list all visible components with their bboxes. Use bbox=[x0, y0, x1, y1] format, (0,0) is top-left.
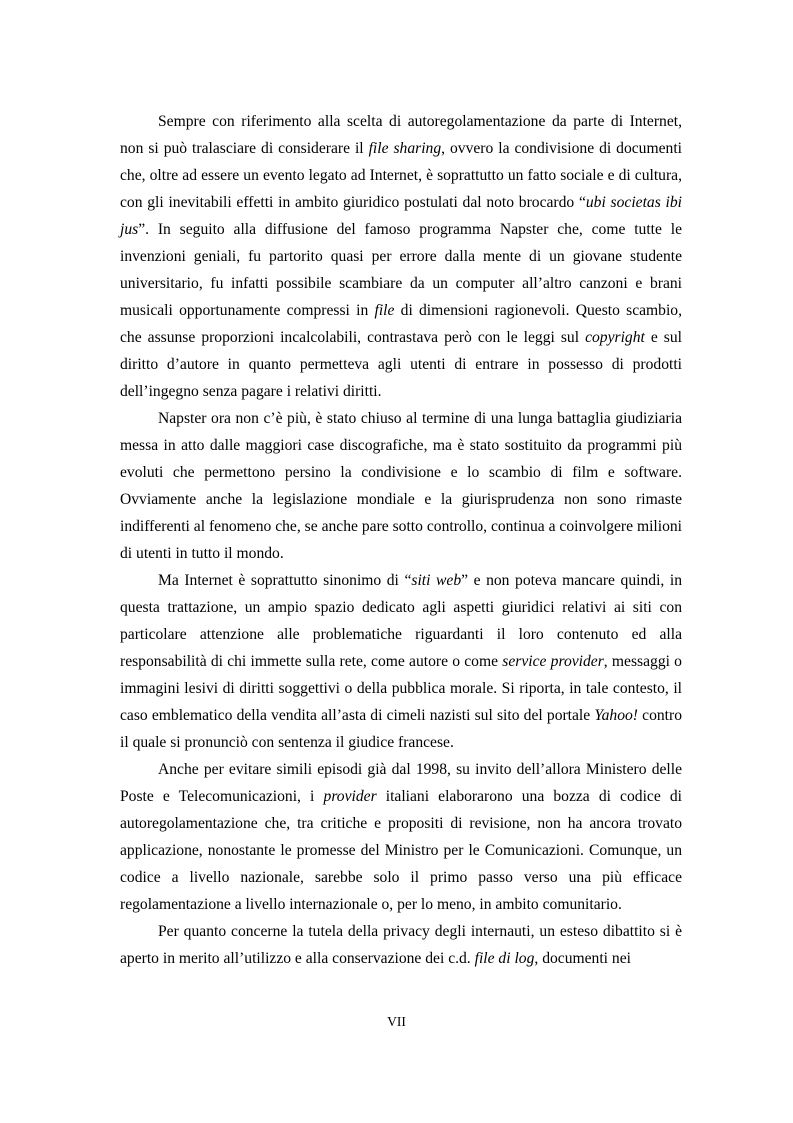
text-run: Napster ora non c’è più, è stato chiuso al termine di una lunga battaglia giudiziaria messa in atto dalle maggiori case discografiche, ma è stato sostituito da programmi più evoluti che permettono persino la condivisione e lo scambio di film e software. Ovviamente anche la legislazione mondiale e la giurisprudenza non sono rimaste indifferenti al fenomeno che, se anche pare sotto controllo, continua a coinvolgere milioni di utenti in tutto il mondo. bbox=[120, 410, 682, 562]
italic-term: service provider bbox=[502, 653, 604, 670]
italic-term: provider bbox=[323, 788, 377, 805]
italic-term: copyright bbox=[585, 329, 645, 346]
italic-term: file sharing bbox=[368, 140, 442, 157]
page-number: VII bbox=[387, 1014, 406, 1029]
paragraph-file-sharing bbox=[120, 108, 682, 405]
text-run: contro il quale si pronunciò con sentenza il giudice francese. bbox=[120, 707, 682, 751]
text-run: , documenti nei bbox=[534, 950, 631, 967]
text-run: , messaggi o immagini lesivi di diritti soggettivi o della pubblica morale. Si riporta, in tale contesto, il caso emblematico della vendita all’asta di cimeli nazisti sul sito del portale bbox=[120, 653, 682, 724]
text-run: e sul diritto d’autore in quanto permetteva agli utenti di entrare in possesso di prodotti dell’ingegno senza pagare i relativi diritti. bbox=[120, 329, 683, 400]
text-run: Ma Internet è soprattutto sinonimo di “ bbox=[158, 572, 412, 589]
text-run: Sempre con riferimento alla scelta di autoregolamentazione da parte di Internet, non si può tralasciare di considerare il bbox=[120, 113, 682, 157]
body-text bbox=[120, 108, 682, 972]
paragraph-privacy bbox=[120, 918, 682, 972]
italic-term: Yahoo! bbox=[594, 707, 638, 724]
italic-term: file di log bbox=[474, 950, 535, 967]
text-run: italiani elaborarono una bozza di codice di autoregolamentazione che, tra critiche e propositi di revisione, non ha ancora trovato applicazione, nonostante le promesse del Ministro per le Comunicazioni. Comunque, un codice a livello nazionale, sarebbe solo il primo passo verso una più efficace regolamentazione a livello internazionale o, per lo meno, in ambito comunitario. bbox=[120, 788, 682, 913]
text-run: di dimensioni ragionevoli. Questo scambio, che assunse proporzioni incalcolabili, contrastava però con le leggi sul bbox=[120, 302, 682, 346]
italic-term: siti web bbox=[411, 572, 462, 589]
text-run: Per quanto concerne la tutela della privacy degli internauti, un esteso dibattito si è aperto in merito all’utilizzo e alla conservazione dei c.d. bbox=[120, 923, 682, 967]
italic-term: file bbox=[374, 302, 395, 319]
italic-term: ubi societas ibi jus bbox=[120, 194, 682, 238]
paragraph-napster bbox=[120, 405, 682, 567]
text-run: ” e non poteva mancare quindi, in questa trattazione, un ampio spazio dedicato agli aspetti giuridici relativi ai siti con particolare attenzione alle problematiche riguardanti il loro contenuto ed alla responsabilità di chi immette sulla rete, come autore o come bbox=[120, 572, 682, 670]
paragraph-codice-autoregolamentazione bbox=[120, 756, 682, 918]
text-run: Anche per evitare simili episodi già dal 1998, su invito dell’allora Ministero delle Poste e Telecomunicazioni, i bbox=[120, 761, 682, 805]
text-run: , ovvero la condivisione di documenti che, oltre ad essere un evento legato ad Internet, è soprattutto un fatto sociale e di cultura, con gli inevitabili effetti in ambito giuridico postulati dal noto brocardo “ bbox=[120, 140, 682, 211]
paragraph-siti-web bbox=[120, 567, 682, 756]
text-run: ”. In seguito alla diffusione del famoso programma Napster che, come tutte le invenzioni geniali, fu partorito quasi per errore dalla mente di un giovane studente universitario, fu infatti possibile scambiare da un computer all’altro canzoni e brani musicali opportunamente compressi in bbox=[120, 221, 682, 319]
